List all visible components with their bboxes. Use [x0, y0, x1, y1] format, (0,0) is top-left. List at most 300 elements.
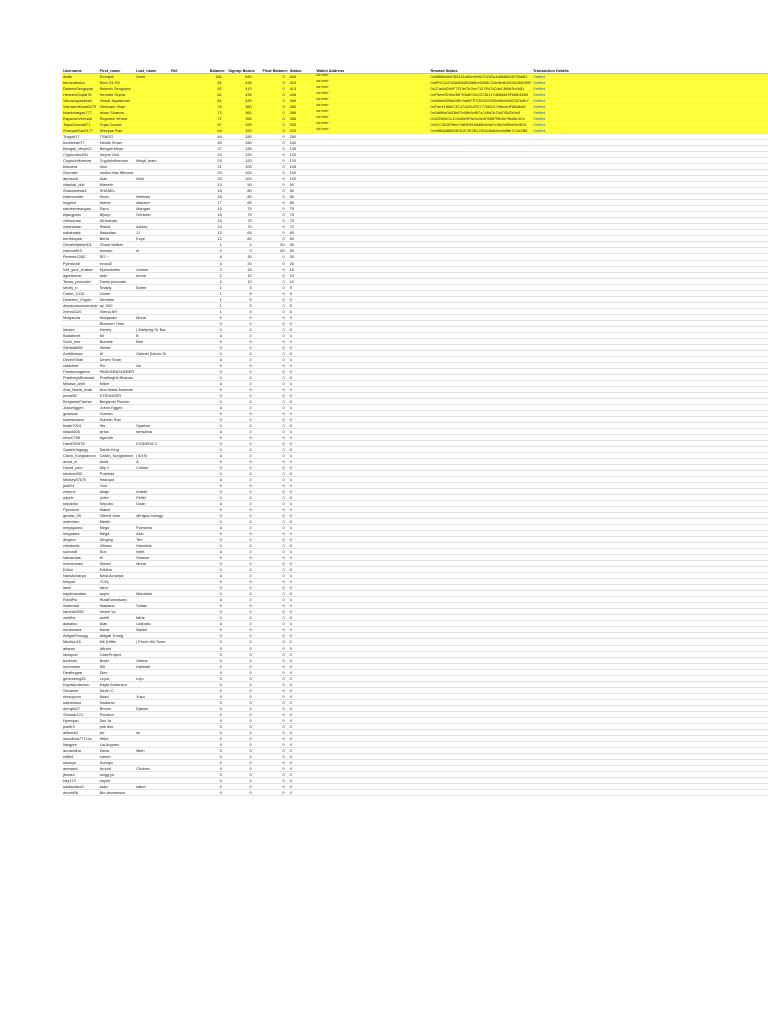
cell-username: Hyrenjan — [62, 717, 99, 723]
cell-status: 80 — [289, 188, 316, 194]
cell-status: 0 — [289, 735, 316, 741]
cell-status: 150 — [289, 140, 316, 146]
cell-status: 0 — [289, 603, 316, 609]
cell-final-balance: 0 — [256, 777, 289, 783]
cell-balance: 0 — [199, 338, 226, 344]
cell-reward-status: 0x08fB8d8f8D8FA1E3E2B1252A0fa6cbe5d8fb7C4a7B6 — [430, 128, 533, 134]
cell-transaction[interactable]: Settled — [532, 128, 768, 134]
cell-final-balance: 0 — [256, 753, 289, 759]
cell-final-balance: 0 — [256, 146, 289, 152]
cell-signup-bonus: 0 — [226, 765, 256, 771]
cell-transaction[interactable]: Settled — [532, 104, 768, 110]
cell-signup-bonus: 0 — [226, 446, 256, 452]
cell-signup-bonus: 0 — [226, 453, 256, 459]
cell-username: VishalJayasimari — [62, 98, 99, 104]
cell-status: 0 — [289, 687, 316, 693]
cell-first-name: Narra — [99, 627, 136, 633]
cell-final-balance: 0 — [256, 741, 289, 747]
cell-final-balance: 0 — [256, 519, 289, 525]
cell-signup-bonus: 0 — [226, 477, 256, 483]
cell-first-name: M — [99, 555, 136, 561]
cell-signup-bonus: 0 — [226, 711, 256, 717]
cell-reward-status: 0xF9ee0D9be36F53d8C2b03746117d8b8d49F8f8b5289 — [430, 92, 533, 98]
cell-balance: 0 — [199, 374, 226, 380]
cell-username: RizalPsi — [62, 597, 99, 603]
cell-final-balance: 0 — [256, 639, 289, 645]
cell-balance: 0 — [199, 783, 226, 789]
cell-username: Panduraugama — [62, 368, 99, 374]
cell-last-name: Samsur — [135, 555, 170, 561]
cell-status: 335 — [289, 122, 316, 128]
cell-username: Carter_0110 — [62, 290, 99, 296]
cell-balance: 0 — [199, 633, 226, 639]
cell-final-balance: 0 — [256, 735, 289, 741]
cell-balance: 0 — [199, 248, 226, 254]
cell-username: lashi — [62, 585, 99, 591]
cell-username: samsudas — [62, 555, 99, 561]
cell-username: bijangpain — [62, 212, 99, 218]
cell-status: 320 — [289, 128, 316, 134]
cell-status: 135 — [289, 146, 316, 152]
cell-status: 0 — [289, 489, 316, 495]
cell-balance: 30 — [199, 140, 226, 146]
cell-final-balance: 0 — [256, 86, 289, 92]
cell-status: 0 — [289, 747, 316, 753]
cell-username: duffie — [62, 74, 99, 80]
cell-signup-bonus: 0 — [226, 495, 256, 501]
cell-final-balance: 0 — [256, 134, 289, 140]
cell-last-name: hume — [135, 272, 170, 278]
cell-username: Minkey8767E — [62, 477, 99, 483]
cell-signup-bonus: 105 — [226, 164, 256, 170]
cell-username: GhostWalker001 — [62, 242, 99, 248]
cell-final-balance: 0 — [256, 140, 289, 146]
cell-signup-bonus: 0 — [226, 543, 256, 549]
cell-final-balance: 0 — [256, 350, 289, 356]
cell-first-name: PANDARASUEBER — [99, 368, 135, 374]
cell-username: sardeevmangan — [62, 206, 99, 212]
cell-balance: 0 — [199, 627, 226, 633]
cell-signup-bonus: 0 — [226, 603, 256, 609]
col-header-final-balance[interactable]: Final Balance — [256, 68, 289, 74]
cell-last-name: Mangan — [135, 206, 170, 212]
cell-username: SarahKingagg — [62, 446, 99, 452]
cell-username: CryptoInfluencer — [62, 158, 99, 164]
cell-username: boddehariT7 — [62, 140, 99, 146]
cell-first-name: Nara Acharya — [99, 573, 136, 579]
cell-username: Demeter_Crypto — [62, 296, 99, 302]
cell-signup-bonus: 85 — [226, 200, 256, 206]
cell-first-name: Akaju — [99, 489, 136, 495]
cell-balance: 0 — [199, 404, 226, 410]
cell-last-name: Deeli — [135, 74, 170, 80]
cell-first-name: Benjamin Fischer — [99, 398, 136, 404]
cell-username: Gunnste — [62, 170, 99, 176]
cell-status: 0 — [289, 633, 316, 639]
cell-username: Bengali_Meye01 — [62, 146, 99, 152]
cell-first-name: Calvin_Kungkamon — [99, 453, 134, 458]
cell-first-name: Mega — [99, 525, 136, 531]
cell-first-name: Vishwam Shah — [99, 104, 136, 110]
cell-balance: 0 — [199, 621, 226, 627]
cell-first-name: Broom — [99, 705, 136, 711]
cell-username: jsub24 — [62, 483, 99, 489]
cell-username: kiramonster — [62, 194, 99, 200]
cell-username: avvid_si — [62, 459, 99, 465]
cell-signup-bonus: 0 — [226, 404, 256, 410]
cell-signup-bonus: 0 — [226, 489, 256, 495]
cell-first-name: Edulna — [99, 567, 136, 573]
cell-signup-bonus: 0 — [226, 747, 256, 753]
cell-username: nilau8406 — [62, 428, 99, 434]
cell-first-name: Mk (Hiffer — [99, 639, 136, 645]
cell-username: vitashal_dull — [62, 182, 99, 188]
cell-first-name: Siti — [99, 663, 136, 669]
cell-first-name: Bio devannsun — [99, 789, 136, 795]
cell-first-name: lakur — [99, 585, 136, 591]
cell-balance: 0 — [199, 681, 226, 687]
cell-wallet: Winner — [315, 92, 429, 98]
cell-transaction[interactable]: Settled — [532, 110, 768, 116]
cell-last-name: As — [135, 362, 170, 368]
cell-balance: 0 — [199, 675, 226, 681]
cell-final-balance: 0 — [256, 218, 289, 224]
col-header-reward-status[interactable]: Reward Status — [430, 68, 533, 74]
col-header-ref[interactable]: Ref — [170, 68, 199, 74]
cell-transaction[interactable]: Settled — [532, 122, 768, 128]
cell-username: geniodong35 — [62, 675, 99, 681]
cell-username: dunmi06 — [62, 789, 99, 795]
cell-last-name: Lejo — [135, 675, 170, 681]
cell-final-balance: 0 — [256, 453, 289, 459]
cell-balance: 0 — [199, 615, 226, 621]
cell-last-name: KG|NERA 3 — [135, 440, 170, 446]
table-row[interactable] — [62, 789, 768, 795]
cell-username: BenjaminFischer — [62, 398, 99, 404]
cell-signup-bonus: 0 — [226, 639, 256, 645]
cell-reward-status: 0x0d6f6e0603b67e98b5cBf7a7d5d7b7bd7f3d2b0e5 — [430, 110, 533, 116]
cell-status: 0 — [289, 326, 316, 332]
cell-balance: 0 — [199, 543, 226, 549]
cell-first-name: Pio — [99, 362, 136, 368]
cell-balance: 1 — [199, 242, 226, 248]
cell-status: 5 — [289, 290, 316, 296]
cell-balance: 2 — [199, 272, 226, 278]
cell-signup-bonus: 0 — [226, 374, 256, 380]
cell-username: finboard — [62, 164, 99, 170]
cell-balance: 72 — [199, 110, 226, 116]
cell-last-name: Aksi — [135, 531, 170, 537]
cell-first-name: Xiema.MY — [99, 308, 136, 314]
cell-last-name — [135, 789, 170, 795]
cell-final-balance: 0 — [256, 194, 289, 200]
cell-first-name: Manesh — [99, 182, 136, 188]
cell-username: agarthume — [62, 272, 99, 278]
cell-wallet: Winner — [315, 116, 429, 122]
cell-username: dingten — [62, 537, 99, 543]
cell-balance: 0 — [199, 555, 226, 561]
cell-username: sepubita — [62, 501, 99, 507]
col-header-first-name[interactable]: First_name — [99, 68, 136, 74]
cell-first-name: Berta — [99, 236, 136, 242]
cell-first-name: CryptoInfluencer — [99, 158, 136, 164]
cell-first-name: evolut2 — [99, 260, 136, 266]
cell-status: 0 — [289, 669, 316, 675]
cell-username: sunnadf — [62, 549, 99, 555]
cell-username: oshifhe — [62, 615, 99, 621]
col-header-wallet[interactable]: Wallet Address — [315, 68, 429, 74]
cell-balance: 0 — [199, 549, 226, 555]
cell-first-name: YCKj — [99, 579, 136, 585]
cell-ref — [170, 789, 199, 795]
cell-balance: 0 — [199, 332, 226, 338]
cell-username: ehsu0758 — [62, 434, 99, 440]
cell-signup-bonus: 0 — [226, 687, 256, 693]
cell-signup-bonus: 5 — [226, 284, 256, 290]
cell-status: 60 — [289, 236, 316, 242]
col-header-signup-bonus[interactable]: Signup Bonus — [226, 68, 256, 74]
cell-signup-bonus: 0 — [226, 573, 256, 579]
cell-balance: 76 — [199, 104, 226, 110]
cell-first-name: Rakesh Sengupta — [99, 86, 136, 92]
cell-balance: 20 — [199, 176, 226, 182]
cell-last-name: Djason — [135, 705, 170, 711]
cell-transaction[interactable]: Settled — [532, 80, 768, 86]
cell-status: 0 — [289, 693, 316, 699]
cell-username: geolas_09 — [62, 513, 99, 519]
cell-final-balance: 0 — [256, 747, 289, 753]
cell-last-name: Lasbalio — [135, 621, 170, 627]
cell-signup-bonus: 0 — [226, 428, 256, 434]
cell-signup-bonus: 0 — [226, 368, 256, 374]
cell-username: dmasomsonsenselp — [63, 302, 98, 308]
cell-final-balance: 0 — [256, 224, 289, 230]
cell-transaction[interactable]: Settled — [532, 98, 768, 104]
cell-balance: 0 — [199, 440, 226, 446]
cell-username: Edulu — [62, 567, 99, 573]
cell-final-balance: 0 — [256, 74, 289, 80]
cell-status: 70 — [289, 224, 316, 230]
cell-balance: 0 — [199, 597, 226, 603]
cell-status: 0 — [289, 501, 316, 507]
cell-status: 0 — [289, 777, 316, 783]
cell-final-balance: 0 — [256, 422, 289, 428]
cell-first-name: Rayansh Verma — [99, 116, 136, 122]
cell-first-name: M — [99, 350, 136, 356]
cell-final-balance: 0 — [256, 362, 289, 368]
col-header-last-name[interactable]: Last_name — [135, 68, 170, 74]
cell-balance: 0 — [199, 519, 226, 525]
cell-first-name: AIHuanao — [99, 218, 136, 224]
col-header-status[interactable]: Status — [289, 68, 316, 74]
cell-first-name: sayid — [99, 591, 136, 597]
cell-final-balance: 0 — [256, 543, 289, 549]
cell-reward-status: 0xDD96DCc1C0d6e9F8c9c3e4F8f8f7f9b8e7f6d8e3Ce — [430, 116, 533, 122]
cell-first-name: Harrey — [99, 326, 136, 332]
cell-balance: 0 — [199, 789, 226, 795]
cell-transaction[interactable]: Settled — [532, 92, 768, 98]
cell-final-balance: 0 — [256, 368, 289, 374]
col-header-username[interactable]: Username — [62, 68, 99, 74]
cell-balance: 0 — [199, 380, 226, 386]
cell-final-balance: 0 — [256, 122, 289, 128]
cell-username: metbrahu — [62, 519, 99, 525]
cell-final-balance: 50 — [256, 248, 289, 254]
cell-first-name: Harsh Vo — [99, 609, 136, 615]
cell-signup-bonus: 435 — [226, 98, 256, 104]
cell-last-name: Pellet — [135, 495, 170, 501]
cell-status: 413 — [289, 86, 316, 92]
cell-final-balance: 0 — [256, 338, 289, 344]
cell-balance: 13 — [199, 230, 226, 236]
cell-final-balance: 0 — [256, 495, 289, 501]
cell-signup-bonus: 0 — [226, 459, 256, 465]
cell-balance: 0 — [199, 398, 226, 404]
cell-status: 75 — [289, 218, 316, 224]
cell-balance: 0 — [199, 453, 226, 459]
cell-status: 0 — [289, 362, 316, 368]
cell-final-balance: 0 — [256, 501, 289, 507]
cell-last-name: Genkbin — [135, 212, 170, 218]
cell-balance: 0 — [199, 350, 226, 356]
cell-final-balance: 0 — [256, 621, 289, 627]
cell-signup-bonus: 0 — [226, 705, 256, 711]
cell-first-name: Vishal Jayasimari — [99, 98, 136, 104]
cell-username: Hazid_com — [62, 465, 99, 471]
cell-first-name: Hemant Gupta — [99, 92, 136, 98]
cell-balance: 0 — [199, 585, 226, 591]
cell-transaction[interactable]: Settled — [532, 116, 768, 122]
col-header-balance[interactable]: Balance — [199, 68, 226, 74]
cell-balance: 0 — [199, 567, 226, 573]
cell-balance: 67 — [199, 122, 226, 128]
cell-status: 0 — [289, 711, 316, 717]
cell-balance: 6 — [199, 254, 226, 260]
cell-balance: 0 — [199, 537, 226, 543]
table-body — [62, 74, 768, 796]
cell-final-balance: 0 — [256, 92, 289, 98]
cell-signup-bonus: 0 — [226, 561, 256, 567]
cell-balance: 71 — [199, 116, 226, 122]
cell-first-name: Leyia — [99, 675, 136, 681]
cell-final-balance: 0 — [256, 236, 289, 242]
cell-final-balance: 0 — [256, 765, 289, 771]
cell-last-name: Bee — [135, 338, 170, 344]
cell-signup-bonus: 0 — [226, 362, 256, 368]
cell-username: Ianispub — [62, 651, 99, 657]
cell-final-balance: 0 — [256, 290, 289, 296]
cell-final-balance: 0 — [256, 585, 289, 591]
cell-status: 0 — [289, 471, 316, 477]
cell-final-balance: 0 — [256, 446, 289, 452]
cell-final-balance: 0 — [256, 284, 289, 290]
cell-username: Tavas_promoter — [62, 278, 99, 284]
cell-username: aritsark2 — [62, 729, 99, 735]
cell-status: 30 — [289, 254, 316, 260]
cell-final-balance: 0 — [256, 609, 289, 615]
cell-balance: 2 — [199, 278, 226, 284]
cell-signup-bonus: 0 — [226, 471, 256, 477]
cell-username: sukeshaaoo — [62, 416, 99, 422]
cell-username: dumjah27 — [62, 705, 99, 711]
cell-last-name: Purnama — [135, 525, 170, 531]
cell-signup-bonus: 0 — [226, 242, 256, 248]
cell-signup-bonus: 0 — [226, 609, 256, 615]
cell-last-name: Worl — [135, 176, 170, 182]
cell-signup-bonus: 75 — [226, 206, 256, 212]
cell-signup-bonus: 0 — [226, 615, 256, 621]
cell-first-name: bayok — [99, 777, 136, 783]
cell-first-name: Dies — [99, 669, 136, 675]
cell-signup-bonus: 0 — [226, 525, 256, 531]
cell-username: Such_bee — [62, 338, 99, 344]
cell-signup-bonus: 150 — [226, 140, 256, 146]
col-header-transaction[interactable]: Transaction Details — [532, 68, 768, 74]
cell-final-balance: 0 — [256, 693, 289, 699]
cell-last-name: | Proch Hill Toner — [135, 639, 170, 645]
cell-status: 120 — [289, 152, 316, 158]
cell-transaction[interactable]: Settled — [532, 86, 768, 92]
cell-signup-bonus: 0 — [226, 759, 256, 765]
cell-status: 0 — [289, 681, 316, 687]
cell-status: 0 — [289, 477, 316, 483]
cell-username: khanbhargav777 — [62, 110, 99, 116]
cell-transaction — [532, 789, 768, 795]
cell-balance: 0 — [199, 735, 226, 741]
cell-balance: 3 — [199, 266, 226, 272]
cell-final-balance: 0 — [256, 675, 289, 681]
cell-balance: 0 — [199, 717, 226, 723]
cell-reward-status — [430, 789, 533, 795]
cell-balance: 0 — [199, 483, 226, 489]
cell-final-balance: 0 — [256, 471, 289, 477]
cell-wallet: Winner — [315, 74, 429, 80]
cell-status: 0 — [289, 765, 316, 771]
cell-signup-bonus: 70 — [226, 224, 256, 230]
cell-signup-bonus: 30 — [226, 254, 256, 260]
cell-status: 0 — [289, 519, 316, 525]
cell-final-balance: 0 — [256, 104, 289, 110]
cell-final-balance: 0 — [256, 326, 289, 332]
cell-status: 0 — [289, 561, 316, 567]
cell-transaction[interactable]: Settled — [532, 74, 768, 80]
cell-status: 0 — [289, 555, 316, 561]
cell-balance: 0 — [199, 699, 226, 705]
cell-balance: 0 — [199, 362, 226, 368]
cell-signup-bonus: 320 — [226, 128, 256, 134]
cell-signup-bonus: 0 — [226, 783, 256, 789]
cell-signup-bonus: 280 — [226, 134, 256, 140]
cell-balance: 0 — [199, 657, 226, 663]
cell-balance: 0 — [199, 459, 226, 465]
cell-status: 20 — [289, 260, 316, 266]
cell-balance: 0 — [199, 465, 226, 471]
cell-status: 0 — [289, 783, 316, 789]
cell-username: Not_your_trustee — [62, 266, 99, 272]
cell-first-name: Abigail Young — [99, 633, 136, 639]
cell-balance: 0 — [199, 603, 226, 609]
cell-username: Reverie1282 — [62, 254, 99, 260]
cell-signup-bonus: 0 — [226, 501, 256, 507]
cell-signup-bonus: 0 — [226, 332, 256, 338]
cell-balance: 16 — [199, 194, 226, 200]
cell-balance: 4 — [199, 260, 226, 266]
cell-username: Calvo_Kungkamon — [62, 453, 99, 459]
cell-signup-bonus: 0 — [226, 627, 256, 633]
cell-balance: 0 — [199, 693, 226, 699]
cell-first-name: Sukesh Rao — [99, 416, 136, 422]
cell-username: ciddoltee — [62, 362, 99, 368]
